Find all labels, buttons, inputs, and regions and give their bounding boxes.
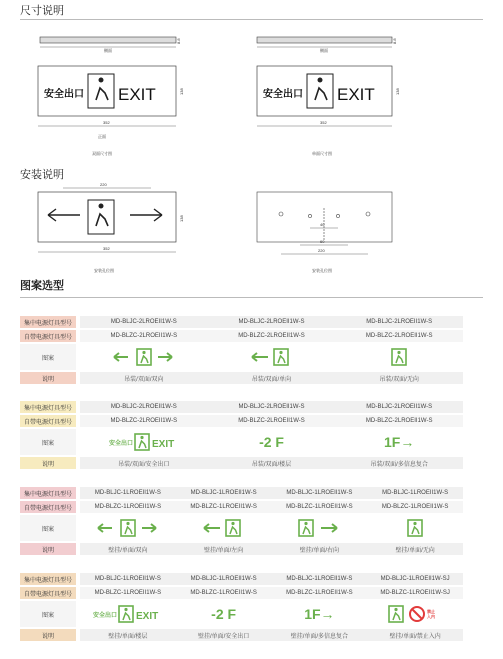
dim-8-8-double: 8.8 [176,38,181,44]
model-number: MD-BLZC-2LROEII1W-S [238,333,305,339]
arrow-both-man-icon [80,344,208,370]
pattern-description: 吊装/双面/楼层 [251,461,292,468]
model-number: MD-BLZC-1LROEII1W-S [190,590,257,596]
floor-1f-arrow-icon: 1F→ [304,606,335,622]
model-number: MD-BLJC-2LROEII1W-S [110,319,177,325]
model-number: MD-BLJC-2LROEII1W-S [366,404,433,410]
svg-text:禁止: 禁止 [427,609,436,614]
dim-40-install: 40 [320,222,325,227]
pattern-description: 壁挂/单面/多信息复合 [290,633,349,640]
pattern-description: 吊装/双面/多信息复合 [370,461,428,468]
model-number: MD-BLJC-1LROEII1W-SJ [380,576,450,582]
arrow-both-man-icon [80,515,176,541]
floor-2f-icon: -2 F [211,606,237,622]
row-label-icons: 图案 [20,515,76,541]
model-number: MD-BLZC-1LROEII1W-S [94,504,162,510]
dim-138-install: 138 [179,215,184,222]
dim-220-back: 220 [318,248,325,253]
double-sign-en: EXIT [118,85,156,104]
single-sign-en: EXIT [337,85,375,104]
model-number: MD-BLZC-1LROEII1W-S [286,590,353,596]
row-label-self: 自带电源灯具型号 [20,330,76,342]
dim-352-single: 352 [320,120,327,125]
row-label-desc: 说明 [20,629,76,641]
single-sign-cn: 安全出口 [263,89,303,100]
model-number: MD-BLZC-2LROEII1W-S [365,418,433,424]
single-side-view [257,37,392,47]
no-entry-icon [367,601,463,627]
row-label-central: 集中电源灯具型号 [20,316,76,328]
row-label-icons: 图案 [20,601,76,627]
svg-text:安全出口: 安全出口 [108,441,133,447]
pattern-row-central [20,573,463,585]
dim-220-install: 220 [100,182,107,187]
pattern-row-self [20,330,463,342]
install-back-caption: 安装孔位图 [312,268,332,273]
model-number: MD-BLJC-2LROEII1W-S [110,404,177,410]
row-label-central: 集中电源灯具型号 [20,401,76,413]
model-number: MD-BLJC-2LROEII1W-S [238,319,305,325]
pattern-row-central [20,401,463,413]
pattern-row-desc [20,457,463,469]
model-number: MD-BLJC-2LROEII1W-S [238,404,305,410]
arrow-left-man-icon [208,344,336,370]
model-number: MD-BLZC-1LROEII1W-S [381,504,449,510]
row-label-self: 自带电源灯具型号 [20,501,76,513]
model-number: MD-BLZC-1LROEII1W-S [94,590,162,596]
arrow-left-man-icon [176,515,272,541]
model-number: MD-BLJC-1LROEII1W-S [94,576,161,582]
dim-138-double: 138 [179,88,184,95]
pattern-row-desc [20,372,463,384]
pattern-row-central [20,316,463,328]
dim-352-double: 352 [103,120,110,125]
pattern-divider [20,297,483,298]
model-number: MD-BLJC-1LROEII1W-S [94,490,161,496]
model-number: MD-BLJC-1LROEII1W-S [382,490,449,496]
model-number: MD-BLZC-2LROEII1W-S [110,418,178,424]
svg-text:EXIT: EXIT [151,439,175,450]
double-caption: 双面尺寸图 [92,151,112,156]
dim-138-single: 138 [395,88,400,95]
pattern-description: 吊装/双面/双向 [124,376,164,383]
model-number: MD-BLZC-2LROEII1W-S [365,333,433,339]
dim-60-install: 60 [320,239,325,244]
pattern-row-icons [20,601,463,627]
model-number: MD-BLJC-2LROEII1W-S [366,319,433,325]
model-number: MD-BLJC-1LROEII1W-S [286,576,353,582]
model-number: MD-BLZC-1LROEII1W-SJ [380,590,450,596]
front-label: 正面 [98,134,106,139]
row-label-central: 集中电源灯具型号 [20,487,76,499]
row-label-self: 自带电源灯具型号 [20,415,76,427]
svg-text:入内: 入内 [427,614,436,619]
pattern-row-desc [20,629,463,641]
man-only-icon [367,515,463,541]
dim-8-8-single: 8.8 [392,38,397,44]
pattern-description: 壁挂/单面/双向 [108,547,148,554]
row-label-icons: 图案 [20,429,76,455]
row-label-desc: 说明 [20,543,76,555]
pattern-row-central [20,487,463,499]
pattern-description: 吊装/双面/安全出口 [118,461,170,468]
install-section-title: 安装说明 [20,169,64,181]
pattern-description: 吊装/双面/单向 [251,376,292,383]
model-number: MD-BLJC-1LROEII1W-S [286,490,353,496]
model-number: MD-BLJC-1LROEII1W-S [190,490,257,496]
svg-text:EXIT: EXIT [135,611,159,622]
pattern-description: 壁挂/单面/楼层 [108,633,148,640]
model-number: MD-BLZC-2LROEII1W-S [238,418,305,424]
pattern-row-icons [20,429,463,455]
pattern-row-self [20,501,463,513]
install-caption: 安装孔位图 [94,268,114,273]
pattern-row-self [20,587,463,599]
row-label-desc: 说明 [20,457,76,469]
single-side-view-label: 侧面 [320,48,328,53]
double-sign-cn: 安全出口 [44,89,84,100]
row-label-desc: 说明 [20,372,76,384]
dim-352-install: 352 [103,246,110,251]
pattern-row-desc [20,543,463,555]
side-view-label: 侧面 [104,48,112,53]
pattern-description: 壁挂/单面/禁止入内 [389,633,441,640]
model-number: MD-BLJC-1LROEII1W-S [190,576,257,582]
pattern-description: 吊装/双面/无向 [379,376,419,383]
dimensions-section-title: 尺寸说明 [20,5,64,17]
pattern-section-title: 图案选型 [20,280,64,292]
exit-sign-icon [80,429,208,455]
man-arrow-right-icon [272,515,368,541]
model-number: MD-BLZC-2LROEII1W-S [110,333,178,339]
pattern-description: 壁挂/单面/无向 [395,547,435,554]
pattern-row-icons [20,344,463,370]
single-caption: 单面尺寸图 [312,151,332,156]
pattern-description: 壁挂/单面/右向 [299,547,340,554]
technical-drawings [0,0,503,280]
pattern-row-icons [20,515,463,541]
man-only-icon [335,344,463,370]
install-front-view [38,192,176,242]
floor-1f-arrow-icon: 1F→ [384,434,415,450]
row-label-icons: 图案 [20,344,76,370]
model-number: MD-BLZC-1LROEII1W-S [190,504,257,510]
model-number: MD-BLZC-1LROEII1W-S [286,504,353,510]
pattern-row-self [20,415,463,427]
pattern-description: 壁挂/单面/安全出口 [197,633,250,640]
exit-sign-icon [80,601,176,627]
row-label-self: 自带电源灯具型号 [20,587,76,599]
floor-2f-icon: -2 F [259,434,284,450]
row-label-central: 集中电源灯具型号 [20,573,76,585]
install-back-view [257,192,392,254]
svg-text:安全出口: 安全出口 [92,613,117,619]
double-side-view [40,37,176,47]
pattern-description: 壁挂/单面/左向 [203,547,244,554]
